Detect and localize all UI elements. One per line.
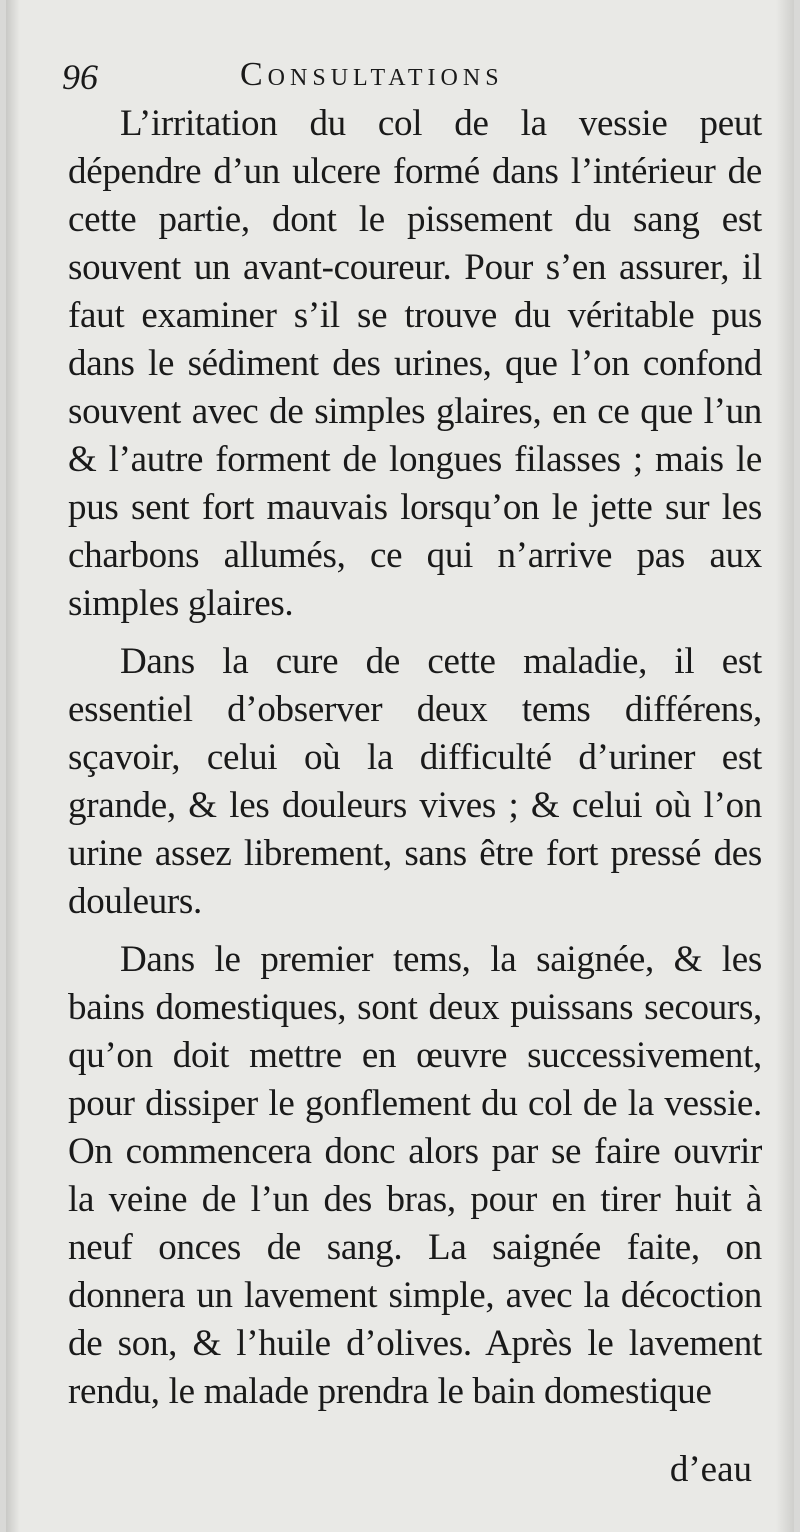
book-page: [6, 0, 794, 1532]
paragraph-3: Dans le premier tems, la saignée, & les bains domestiques, sont deux puissans secours, qu’on doit mettre en œuvre successivement, pour dissiper le gonflement du col de la vessie. On commencera donc alors par se faire ouvrir la veine de l’un des bras, pour en tirer huit à neuf onces de sang. La saignée faite, on donnera un lavement simple, avec la décoction de son, & l’huile d’olives. Après le lavement rendu, le malade prendra le bain domestique: [68, 939, 762, 1412]
page-number: 96: [62, 57, 98, 97]
page-header: [62, 52, 754, 102]
paragraph-2: Dans la cure de cette maladie, il est essentiel d’observer deux tems différens, sçavoir, celui où la difficulté d’uriner est grande, & les douleurs vives ; & celui où l’on urine assez librement, sans être fort pressé des douleurs.: [68, 641, 762, 922]
running-head: Consultations: [240, 56, 504, 93]
paragraph-1: L’irritation du col de la vessie peut dépendre d’un ulcere formé dans l’intérieur de cette partie, dont le pissement du sang est souvent un avant-coureur. Pour s’en assurer, il faut examiner s’il se trouve du véritable pus dans le sédiment des urines, que l’on confond souvent avec de simples glaires, en ce que l’un & l’autre forment de longues filasses ; mais le pus sent fort mauvais lorsqu’on le jette sur les charbons allumés, ce qui n’arrive pas aux simples glaires.: [68, 103, 762, 624]
body-text: [68, 100, 762, 1416]
catchword: d’eau: [669, 1449, 752, 1490]
